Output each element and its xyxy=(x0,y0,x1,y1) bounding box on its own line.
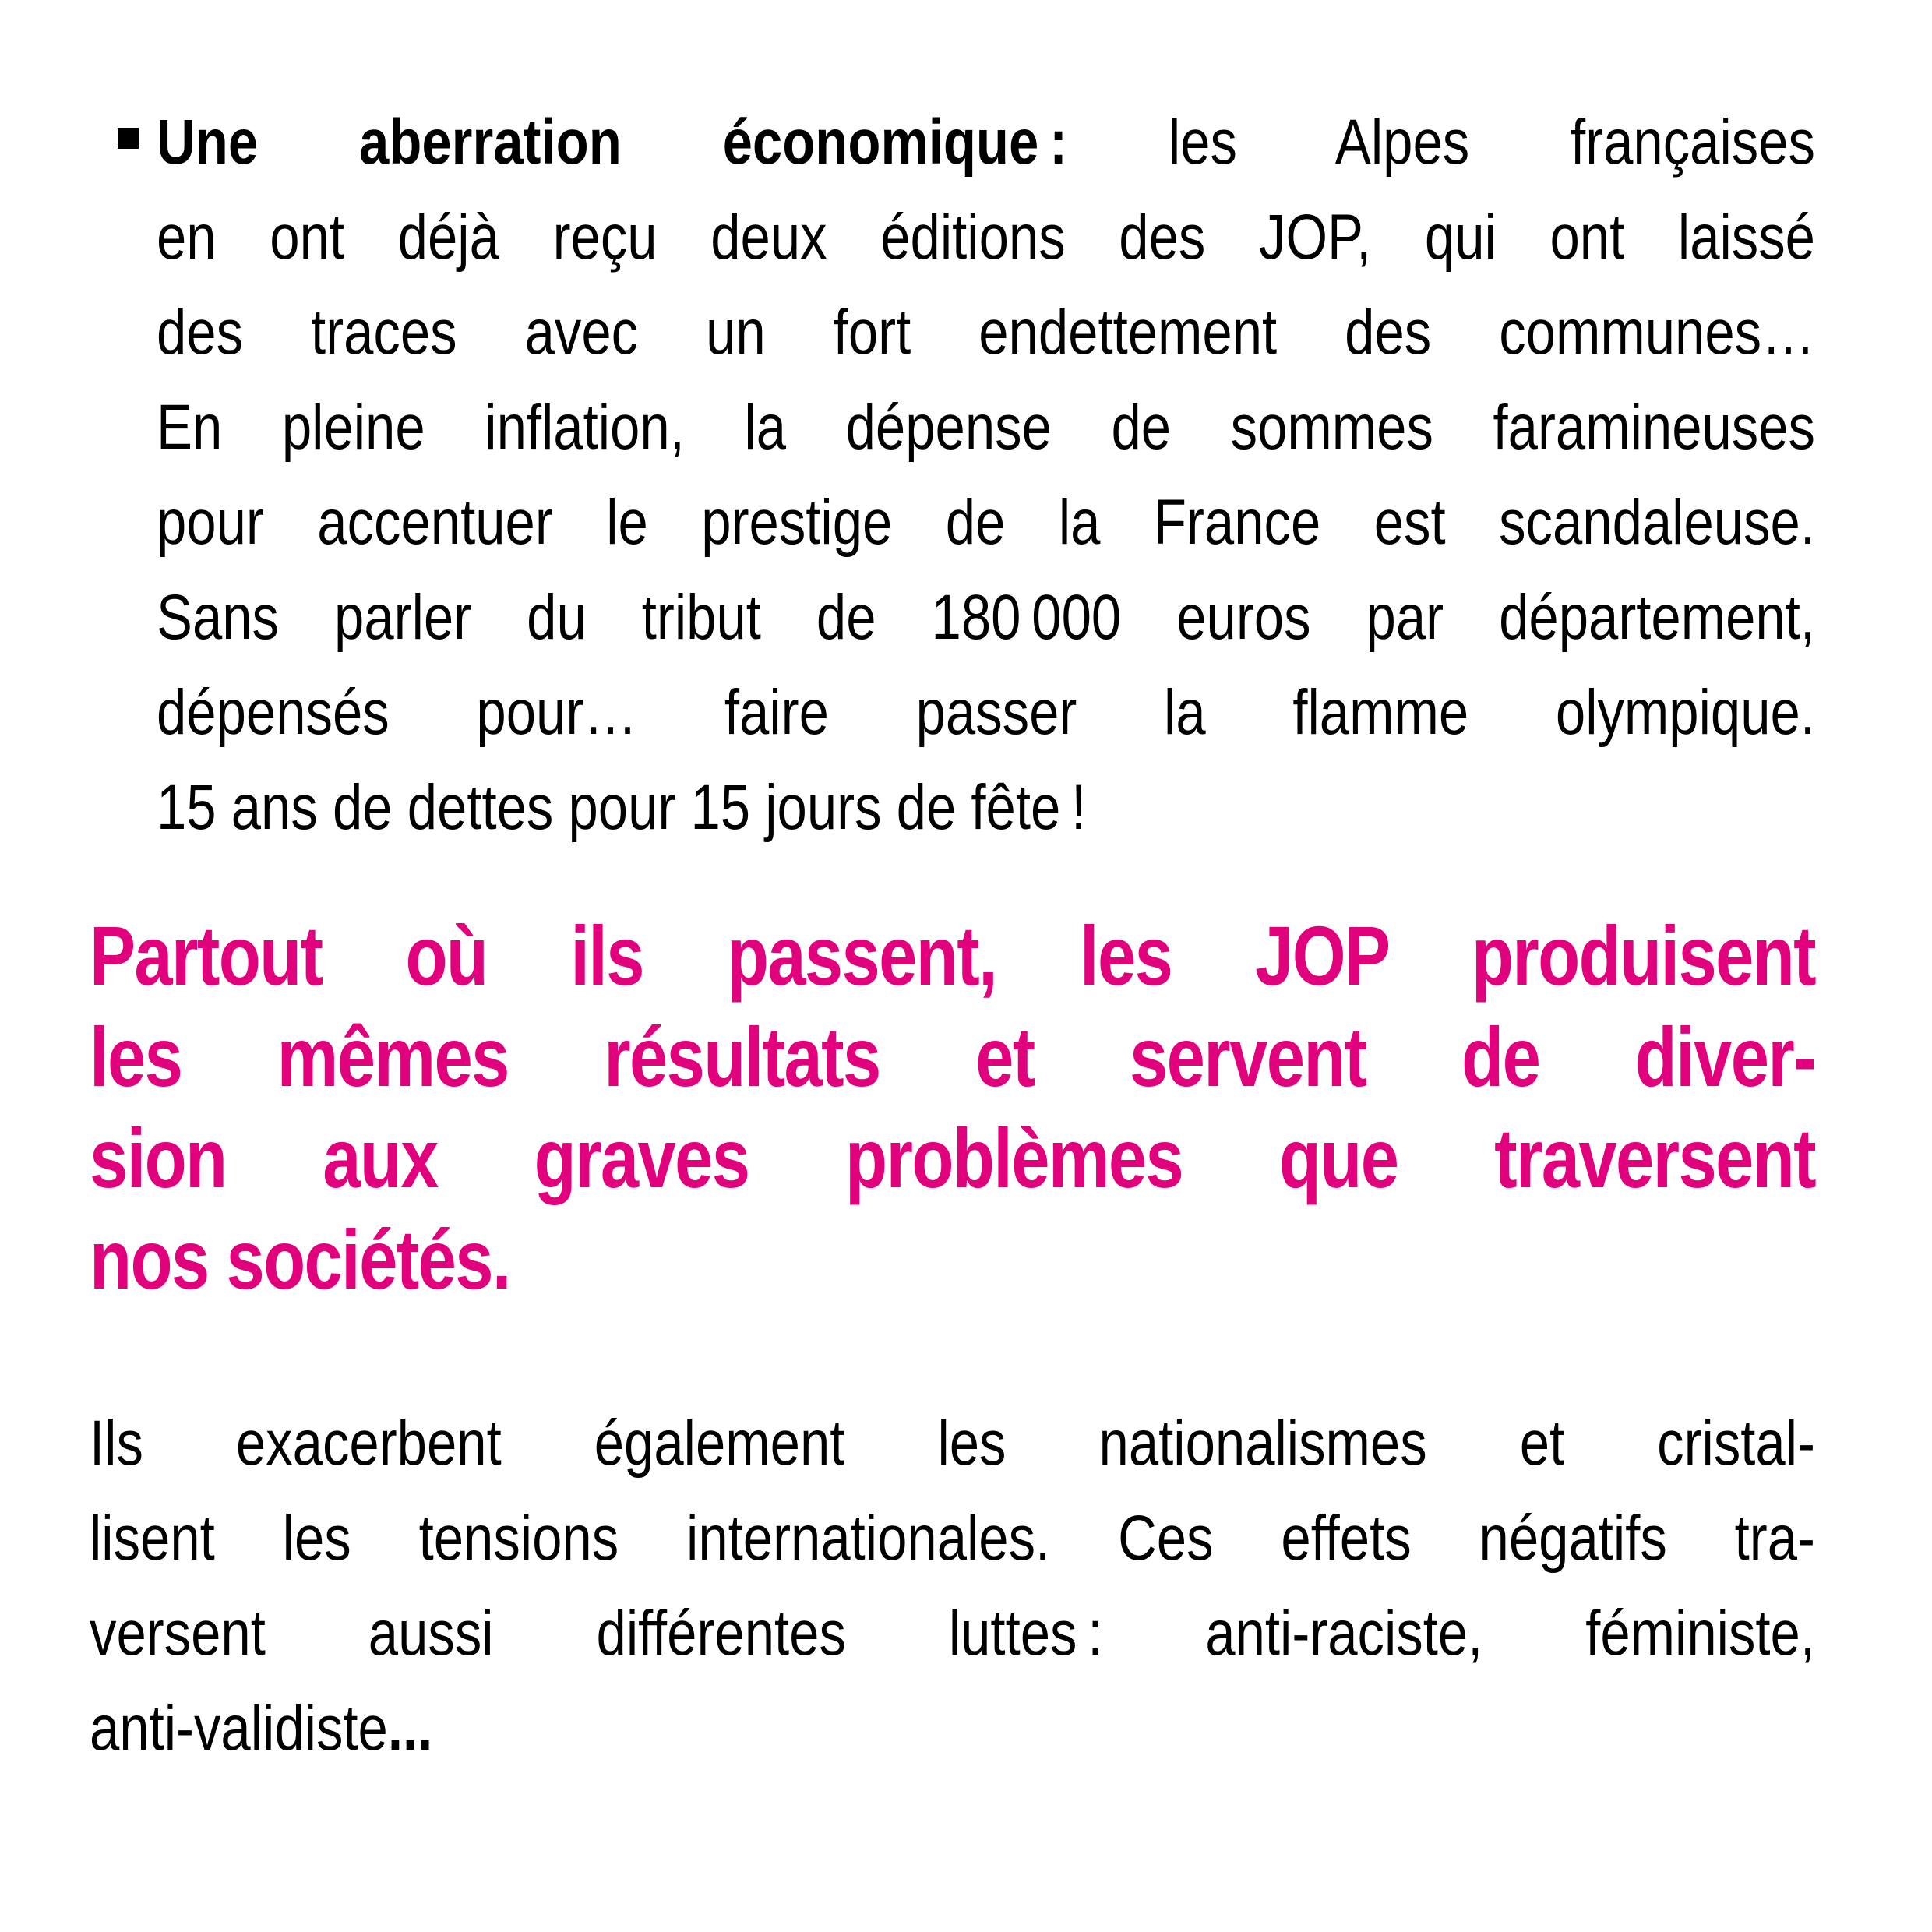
text-line xyxy=(157,380,1815,475)
text-line xyxy=(157,760,1815,855)
text-line xyxy=(90,1396,1815,1491)
text-segment: nos sociétés. xyxy=(90,1212,510,1306)
text-line xyxy=(90,1007,1815,1108)
text-segment: Sans parler du tribut de 180 000 euros par département, xyxy=(157,582,1815,653)
text-segment: Une aberration économique : xyxy=(157,107,1169,178)
text-line xyxy=(90,905,1815,1007)
page-text-column xyxy=(90,95,1815,1776)
text-line xyxy=(90,1586,1815,1681)
text-segment: pour accentuer le prestige de la France est scandaleuse. xyxy=(157,487,1815,558)
bullet-paragraph-economic-aberration xyxy=(90,95,1815,855)
highlight-paragraph-jop-results xyxy=(90,905,1815,1310)
text-segment: ... xyxy=(387,1693,433,1764)
text-segment: anti-validiste xyxy=(90,1693,388,1764)
text-line xyxy=(90,1491,1815,1586)
text-segment: versent aussi différentes luttes : anti-raciste, féministe, xyxy=(90,1598,1815,1669)
text-line xyxy=(157,475,1815,570)
text-line xyxy=(157,190,1815,285)
text-segment: En pleine inflation, la dépense de sommes faramineuses xyxy=(157,392,1815,463)
text-segment: des traces avec un fort endettement des communes… xyxy=(157,297,1815,368)
text-line xyxy=(90,1108,1815,1209)
text-segment: lisent les tensions internationales. Ces effets négatifs tra- xyxy=(90,1503,1815,1574)
text-segment: en ont déjà reçu deux éditions des JOP, qui ont laissé xyxy=(157,202,1815,273)
text-segment: Ils exacerbent également les nationalismes et cristal- xyxy=(90,1408,1815,1479)
text-segment: 15 ans de dettes pour 15 jours de fête ! xyxy=(157,772,1087,843)
text-line xyxy=(157,285,1815,380)
text-line xyxy=(157,570,1815,665)
closing-paragraph-nationalisms xyxy=(90,1396,1815,1776)
text-segment: les Alpes françaises xyxy=(1168,107,1815,178)
square-bullet-icon xyxy=(118,128,139,149)
text-line xyxy=(157,665,1815,760)
text-line xyxy=(90,1209,1815,1310)
text-segment: les mêmes résultats et servent de diver- xyxy=(90,1010,1815,1104)
text-line xyxy=(90,1681,1815,1776)
text-line xyxy=(157,95,1815,190)
text-segment: dépensés pour… faire passer la flamme olympique. xyxy=(157,677,1815,748)
text-segment: sion aux graves problèmes que traversent xyxy=(90,1111,1815,1205)
text-segment: Partout où ils passent, les JOP produisent xyxy=(90,908,1815,1003)
